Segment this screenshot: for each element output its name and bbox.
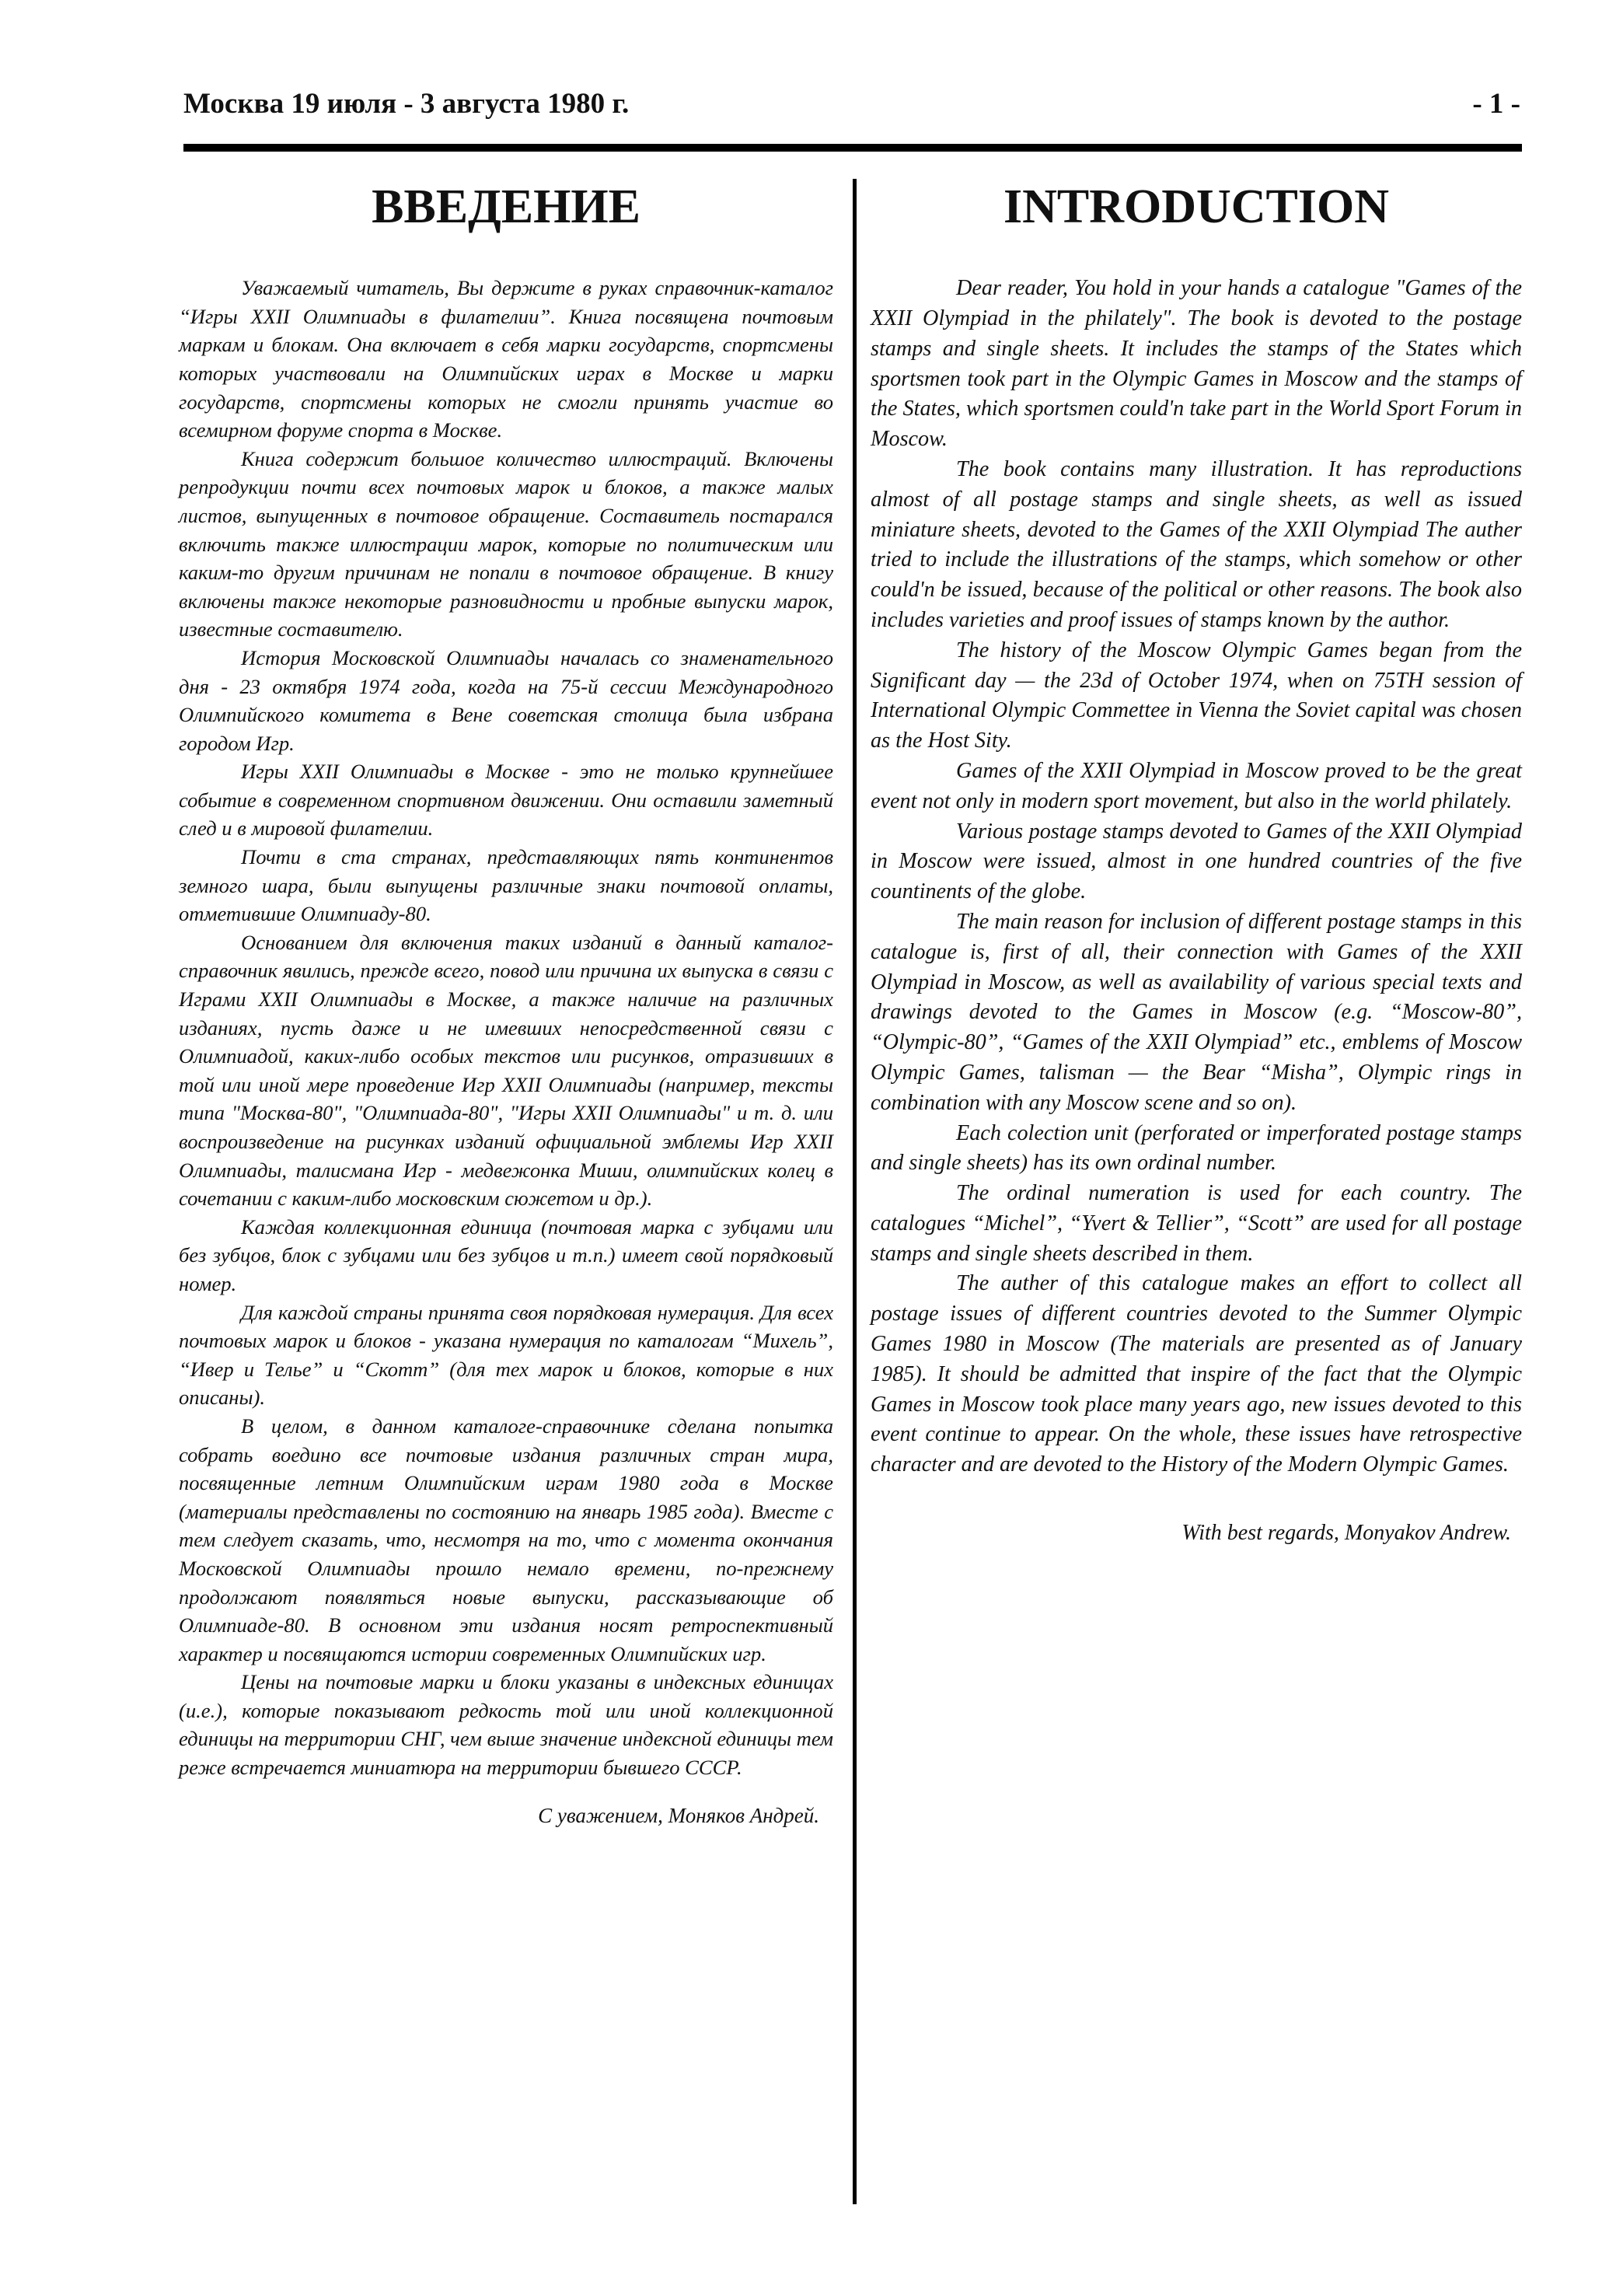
- paragraph: Уважаемый читатель, Вы держите в руках справочник-каталог “Игры XXII Олимпиады в филателии”. Книга посвящена почтовым маркам и блокам. Она включает в себя марки государств, спортсмены которых участвовали на Олимпийских играх в Москве и марки государств, спортсмены которых не смогли принять участие во всемирном форуме спорта в Москве.: [179, 276, 833, 442]
- paragraph: The book contains many illustration. It has reproductions almost of all postage stamps and single sheets, as well as issued miniature sheets, devoted to the Games of the XXII Olympiad The auther tried to include the illustrations of the stamps, which somehow or other could'n be issued, because of the political or other reasons. The book also includes varieties and proof issues of stamps known by the author.: [871, 456, 1522, 632]
- english-title: INTRODUCTION: [1003, 180, 1390, 233]
- paragraph: Dear reader, You hold in your hands a catalogue "Games of the XXII Olympiad in the philately". The book is devoted to the postage stamps and single sheets. It includes the stamps of the States which sportsmen took part in the Olympic Games in Moscow and the stamps of the States, which sportsmen could'n take part in the World Sport Forum in Moscow.: [871, 276, 1522, 452]
- page-header: [183, 87, 1520, 134]
- paragraph: Each colection unit (perforated or imperforated postage stamps and single sheets) has its own ordinal number.: [871, 1120, 1522, 1176]
- english-signature: With best regards, Monyakov Andrew.: [1181, 1521, 1511, 1546]
- russian-column: [179, 180, 833, 1828]
- english-body: [871, 274, 1522, 1480]
- paragraph: Цены на почтовые марки и блоки указаны в индексных единицах (и.е.), которые показывают редкость той или иной коллекционной единицы на территории СНГ, чем выше значение индексной единицы тем реже встречается миниатюра на территории бывшего СССР.: [179, 1670, 833, 1780]
- paragraph: История Московской Олимпиады началась со знаменательного дня - 23 октября 1974 года, когда на 75-й сессии Международного Олимпийского комитета в Вене советская столица была избрана городом Игр.: [179, 645, 833, 755]
- header-rule: [183, 144, 1522, 152]
- paragraph: Почти в ста странах, представляющих пять континентов земного шара, были выпущены различные знаки почтовой оплаты, отметившие Олимпиаду-80.: [179, 845, 833, 926]
- russian-body: [179, 274, 833, 1781]
- column-divider: [853, 179, 857, 2204]
- russian-signature: С уважением, Моняков Андрей.: [538, 1803, 819, 1827]
- paragraph: Для каждой страны принята своя порядковая нумерация. Для всех почтовых марок и блоков - указана нумерация по каталогам “Михель”, “Ивер и Телье” и “Скотт” (для тех марок и блоков, которые в них описаны).: [179, 1300, 833, 1410]
- paragraph: The ordinal numeration is used for each country. The catalogues “Michel”, “Yvert & Tellier”, “Scott” are used for all postage stamps and single sheets described in them.: [871, 1181, 1522, 1266]
- paragraph: Основанием для включения таких изданий в данный каталог-справочник явились, прежде всего, повод или причина их выпуска в связи с Играми XXII Олимпиады в Москве, а также наличие на различных изданиях, пусть даже и не имевших непосредственной связи с Олимпиадой, каких-либо особых текстов или рисунков, отразивших в той или иной мере проведение Игр XXII Олимпиады (например, тексты типа "Москва-80", "Олимпиада-80", "Игры XXII Олимпиады" и т. д. или воспроизведение на рисунках изданий официальной эмблемы Игр XXII Олимпиады, талисмана Игр - медвежонка Миши, олимпийских колец в сочетании с каким-либо московским сюжетом и др.).: [179, 930, 833, 1211]
- page-number: - 1 -: [1472, 88, 1520, 120]
- paragraph: Игры XXII Олимпиады в Москве - это не только крупнейшее событие в современном спортивном движении. Они оставили заметный след и в мировой филателии.: [179, 760, 833, 840]
- paragraph: Книга содержит большое количество иллюстраций. Включены репродукции почти всех почтовых марок и блоков, а также малых листов, выпущенных в почтовое обращение. Составитель постарался включить также иллюстрации марок, которые по политическим или каким-то другим причинам не попали в почтовое обращение. В книгу включены также некоторые разновидности и пробные выпуски марок, известные составителю.: [179, 446, 833, 641]
- paragraph: The auther of this catalogue makes an effort to collect all postage issues of different countries devoted to the Summer Olympic Games 1980 in Moscow (The materials are presented as of January 1985). It should be admitted that inspire of the fact that the Olympic Games in Moscow took place many years ago, new issues devoted to this event continue to appear. On the whole, these issues have retrospective character and are devoted to the History of the Modern Olympic Games.: [871, 1271, 1522, 1477]
- header-date-place: Москва 19 июля - 3 августа 1980 г.: [183, 88, 630, 120]
- paragraph: Various postage stamps devoted to Games of the XXII Olympiad in Moscow were issued, almost in one hundred countries of the five countinents of the globe.: [871, 819, 1522, 904]
- english-column: [871, 180, 1522, 1546]
- paragraph: The main reason for inclusion of different postage stamps in this catalogue is, first of all, their connection with Games of the XXII Olympiad in Moscow, as well as availability of various special texts and drawings devoted to the Games in Moscow (e.g. “Moscow-80”, “Olympic-80”, “Games of the XXII Olympiad” etc., emblems of Moscow Olympic Games, talisman — the Bear “Misha”, Olympic rings in combination with any Moscow scene and so on).: [871, 909, 1522, 1115]
- paragraph: В целом, в данном каталоге-справочнике сделана попытка собрать воедино все почтовые издания различных стран мира, посвященные летним Олимпийским играм 1980 года в Москве (материалы представлены по состоянию на январь 1985 года). Вместе с тем следует сказать, что, несмотря на то, что с момента окончания Московской Олимпиады прошло немало времени, по-прежнему продолжают появляться новые выпуски, рассказывающие об Олимпиаде-80. В основном эти издания носят ретроспективный характер и посвящаются истории современных Олимпийских игр.: [179, 1414, 833, 1665]
- paragraph: The history of the Moscow Olympic Games began from the Significant day — the 23d of October 1974, when on 75TH session of International Olympic Commettee in Vienna the Soviet capital was chosen as the Host Sity.: [871, 638, 1522, 753]
- paragraph: Games of the XXII Olympiad in Moscow proved to be the great event not only in modern sport movement, but also in the world philately.: [871, 758, 1522, 813]
- paragraph: Каждая коллекционная единица (почтовая марка с зубцами или без зубцов, блок с зубцами или без зубцов и т.п.) имеет свой порядковый номер.: [179, 1214, 833, 1295]
- russian-title: ВВЕДЕНИЕ: [372, 180, 640, 233]
